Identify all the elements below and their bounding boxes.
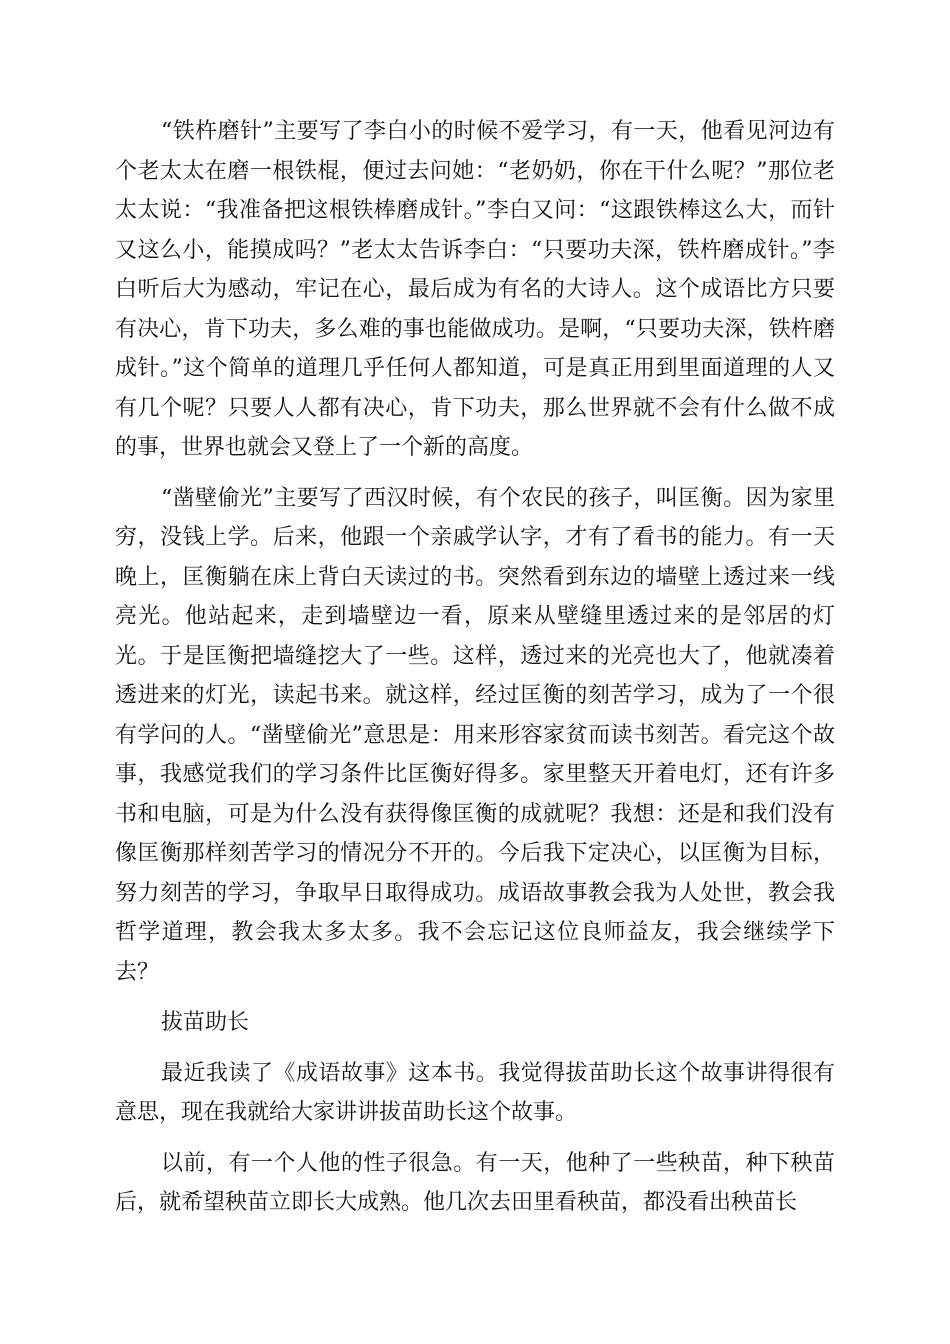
paragraph-intro: 最近我读了《成语故事》这本书。我觉得拔苗助长这个故事讲得很有意思，现在我就给大家讲讲拔苗助长这个故事。 xyxy=(115,1060,835,1125)
document-body xyxy=(115,112,835,1223)
section-title: 拔苗助长 xyxy=(161,1010,250,1035)
paragraph-story: 以前，有一个人他的性子很急。有一天，他种了一些秧苗，种下秧苗后，就希望秧苗立即长大成熟。他几次去田里看秧苗，都没看出秧苗长 xyxy=(115,1150,835,1215)
paragraph-zaobi-touguang: “凿壁偷光”主要写了西汉时候，有个农民的孩子，叫匡衡。因为家里穷，没钱上学。后来，他跟一个亲戚学认字，才有了看书的能力。有一天晚上，匡衡躺在床上背白天读过的书。突然看到东边的墙壁上透过来一线亮光。他站起来，走到墙壁边一看，原来从壁缝里透过来的是邻居的灯光。于是匡衡把墙缝挖大了一些。这样，透过来的光亮也大了，他就凑着透进来的灯光，读起书来。就这样，经过匡衡的刻苦学习，成为了一个很有学问的人。“凿壁偷光”意思是：用来形容家贫而读书刻苦。看完这个故事，我感觉我们的学习条件比匡衡好得多。家里整天开着电灯，还有许多书和电脑，可是为什么没有获得像匡衡的成就呢？我想：还是和我们没有像匡衡那样刻苦学习的情况分不开的。今后我下定决心，以匡衡为目标，努力刻苦的学习，争取早日取得成功。成语故事教会我为人处世，教会我哲学道理，教会我太多太多。我不会忘记这位良师益友，我会继续学下去？ xyxy=(115,485,835,985)
paragraph-tiechu-mozhen: “铁杵磨针”主要写了李白小的时候不爱学习，有一天，他看见河边有个老太太在磨一根铁棍，便过去问她：“老奶奶，你在干什么呢？”那位老太太说：“我准备把这根铁棒磨成针。”李白又问：“这跟铁棒这么大，而针又这么小，能摸成吗？”老太太告诉李白：“只要功夫深，铁杵磨成针。”李白听后大为感动，牢记在心，最后成为有名的大诗人。这个成语比方只要有决心，肯下功夫，多么难的事也能做成功。是啊，“只要功夫深，铁杵磨成针。”这个简单的道理几乎任何人都知道，可是真正用到里面道理的人又有几个呢？只要人人都有决心，肯下功夫，那么世界就不会有什么做不成的事，世界也就会又登上了一个新的高度。 xyxy=(115,119,835,460)
